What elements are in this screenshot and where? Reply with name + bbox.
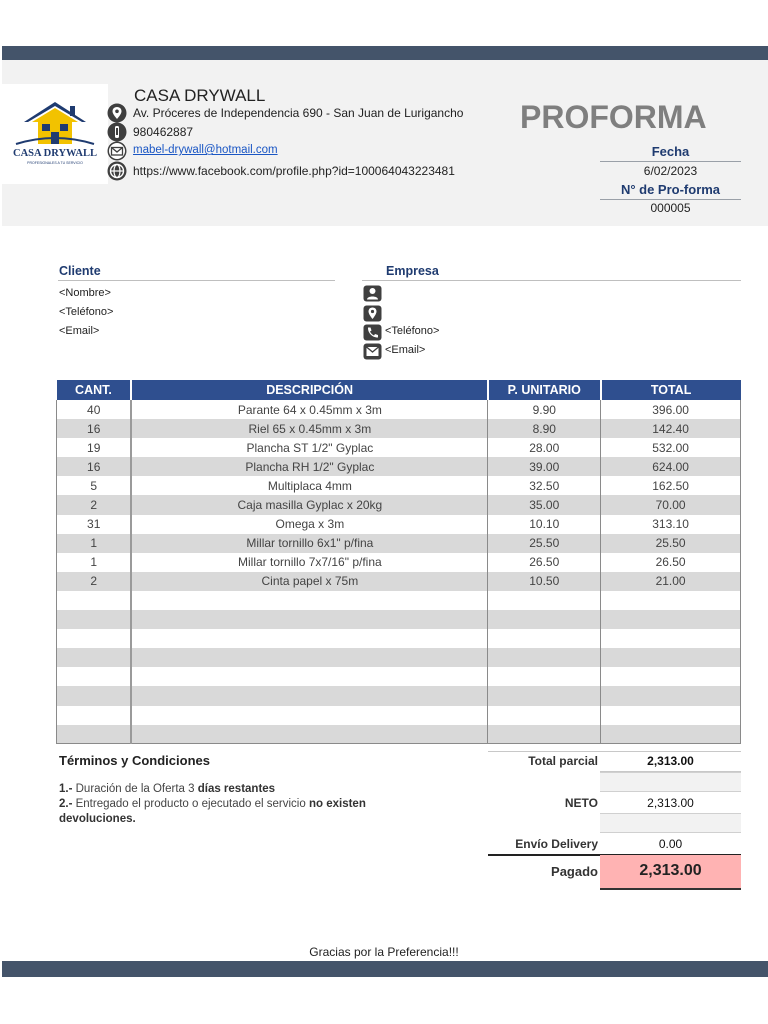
cell-total: 21.00 bbox=[601, 572, 741, 591]
cell-description bbox=[131, 667, 487, 686]
date-divider bbox=[600, 161, 741, 162]
header-quantity: CANT. bbox=[57, 380, 132, 400]
email-icon bbox=[363, 343, 382, 360]
items-table-body bbox=[57, 400, 741, 744]
cell-quantity bbox=[57, 686, 132, 705]
phone-icon bbox=[363, 324, 382, 341]
top-bar bbox=[2, 46, 768, 60]
cell-quantity: 31 bbox=[57, 515, 132, 534]
thank-you-message: Gracias por la Preferencia!!! bbox=[309, 945, 459, 959]
cell-unit-price: 10.10 bbox=[488, 515, 601, 534]
header-description: DESCRIPCIÓN bbox=[131, 380, 487, 400]
cell-description: Plancha ST 1/2" Gyplac bbox=[131, 438, 487, 457]
cell-quantity bbox=[57, 667, 132, 686]
cell-unit-price bbox=[488, 610, 601, 629]
cell-unit-price: 28.00 bbox=[488, 438, 601, 457]
cell-description: Cinta papel x 75m bbox=[131, 572, 487, 591]
totals-top-divider bbox=[488, 751, 741, 752]
cell-quantity: 40 bbox=[57, 400, 132, 419]
proforma-number-label: N° de Pro-forma bbox=[620, 182, 721, 197]
company-contact-email: <Email> bbox=[385, 344, 426, 356]
logo-wordmark: CASA DRYWALL bbox=[13, 148, 97, 159]
cell-unit-price: 32.50 bbox=[488, 476, 601, 495]
table-row bbox=[57, 686, 741, 705]
cell-description bbox=[131, 686, 487, 705]
cell-total bbox=[601, 725, 741, 744]
proforma-number-divider bbox=[600, 199, 741, 200]
company-section-label: Empresa bbox=[386, 264, 439, 278]
header-total: TOTAL bbox=[601, 380, 741, 400]
client-label: Cliente bbox=[59, 264, 101, 278]
term-1-number: 1.- bbox=[59, 783, 73, 795]
items-table bbox=[56, 380, 741, 744]
delivery-label: Envío Delivery bbox=[515, 837, 598, 851]
cell-description: Riel 65 x 0.45mm x 3m bbox=[131, 419, 487, 438]
delivery-value: 0.00 bbox=[658, 837, 683, 851]
paid-value: 2,313.00 bbox=[639, 862, 702, 879]
cell-unit-price: 26.50 bbox=[488, 553, 601, 572]
totals-empty-cell bbox=[600, 813, 741, 833]
cell-quantity: 16 bbox=[57, 419, 132, 438]
table-row bbox=[57, 629, 741, 648]
cell-quantity: 19 bbox=[57, 438, 132, 457]
cell-total bbox=[601, 591, 741, 610]
subtotal-label: Total parcial bbox=[528, 754, 598, 768]
date-label: Fecha bbox=[651, 144, 690, 159]
table-row bbox=[57, 515, 741, 534]
cell-unit-price bbox=[488, 591, 601, 610]
cell-quantity: 2 bbox=[57, 495, 132, 514]
cell-total: 25.50 bbox=[601, 534, 741, 553]
cell-unit-price: 9.90 bbox=[488, 400, 601, 419]
cell-total bbox=[601, 648, 741, 667]
paid-label: Pagado bbox=[551, 864, 598, 879]
location-pin-icon bbox=[363, 305, 382, 322]
cell-unit-price bbox=[488, 706, 601, 725]
person-icon bbox=[363, 285, 382, 302]
cell-total bbox=[601, 610, 741, 629]
term-2-number: 2.- bbox=[59, 798, 73, 810]
table-row bbox=[57, 610, 741, 629]
term-1 bbox=[59, 782, 389, 797]
cell-unit-price: 35.00 bbox=[488, 495, 601, 514]
company-name: CASA DRYWALL bbox=[134, 86, 266, 105]
table-row bbox=[57, 400, 741, 419]
cell-total bbox=[601, 686, 741, 705]
cell-description: Omega x 3m bbox=[131, 515, 487, 534]
company-address: Av. Próceres de Independencia 690 - San Juan de Lurigancho bbox=[133, 106, 464, 120]
cell-total: 142.40 bbox=[601, 419, 741, 438]
table-row bbox=[57, 534, 741, 553]
company-phone: 980462887 bbox=[133, 125, 194, 139]
bottom-bar bbox=[2, 961, 768, 977]
cell-description: Multiplaca 4mm bbox=[131, 476, 487, 495]
cell-quantity bbox=[57, 629, 132, 648]
table-row bbox=[57, 648, 741, 667]
cell-quantity: 16 bbox=[57, 457, 132, 476]
term-2 bbox=[59, 797, 389, 827]
cell-total: 70.00 bbox=[601, 495, 741, 514]
company-divider bbox=[362, 280, 741, 281]
term-1-bold: días restantes bbox=[197, 783, 276, 795]
cell-total: 396.00 bbox=[601, 400, 741, 419]
cell-description: Millar tornillo 6x1" p/fina bbox=[131, 534, 487, 553]
net-label: NETO bbox=[564, 796, 598, 810]
cell-quantity: 5 bbox=[57, 476, 132, 495]
term-2-text: Entregado el producto o ejecutado el servicio bbox=[72, 798, 309, 810]
company-contact-phone: <Teléfono> bbox=[385, 325, 440, 337]
cell-quantity bbox=[57, 706, 132, 725]
table-row bbox=[57, 725, 741, 744]
cell-description: Millar tornillo 7x7/16" p/fina bbox=[131, 553, 487, 572]
cell-total: 313.10 bbox=[601, 515, 741, 534]
cell-quantity: 1 bbox=[57, 534, 132, 553]
totals-empty-cell bbox=[600, 772, 741, 792]
cell-quantity bbox=[57, 591, 132, 610]
cell-description bbox=[131, 725, 487, 744]
cell-total bbox=[601, 706, 741, 725]
cell-quantity bbox=[57, 648, 132, 667]
cell-unit-price: 8.90 bbox=[488, 419, 601, 438]
table-row bbox=[57, 591, 741, 610]
cell-description bbox=[131, 629, 487, 648]
company-email-link[interactable]: mabel-drywall@hotmail.com bbox=[133, 144, 278, 156]
table-row bbox=[57, 706, 741, 725]
cell-description: Parante 64 x 0.45mm x 3m bbox=[131, 400, 487, 419]
cell-unit-price bbox=[488, 667, 601, 686]
cell-unit-price: 10.50 bbox=[488, 572, 601, 591]
cell-unit-price: 25.50 bbox=[488, 534, 601, 553]
cell-quantity bbox=[57, 610, 132, 629]
house-logo-icon bbox=[2, 84, 108, 154]
cell-unit-price bbox=[488, 725, 601, 744]
cell-unit-price bbox=[488, 686, 601, 705]
logo-tagline: PROFESIONALES A TU SERVICIO bbox=[27, 161, 83, 165]
table-row bbox=[57, 476, 741, 495]
cell-quantity: 2 bbox=[57, 572, 132, 591]
cell-total: 26.50 bbox=[601, 553, 741, 572]
cell-description bbox=[131, 706, 487, 725]
cell-total: 624.00 bbox=[601, 457, 741, 476]
cell-description bbox=[131, 591, 487, 610]
cell-description: Plancha RH 1/2" Gyplac bbox=[131, 457, 487, 476]
cell-description bbox=[131, 610, 487, 629]
client-divider bbox=[58, 280, 335, 281]
client-email: <Email> bbox=[59, 325, 100, 337]
phone-icon bbox=[107, 122, 127, 142]
table-header-row bbox=[57, 380, 741, 400]
table-row bbox=[57, 572, 741, 591]
table-row bbox=[57, 457, 741, 476]
terms-title: Términos y Condiciones bbox=[59, 753, 210, 768]
table-row bbox=[57, 419, 741, 438]
cell-unit-price bbox=[488, 629, 601, 648]
term-1-text: Duración de la Oferta 3 bbox=[72, 783, 198, 795]
table-row bbox=[57, 667, 741, 686]
subtotal-value: 2,313.00 bbox=[647, 754, 694, 768]
document-title: PROFORMA bbox=[520, 99, 707, 135]
table-row bbox=[57, 553, 741, 572]
cell-quantity: 1 bbox=[57, 553, 132, 572]
company-logo bbox=[2, 84, 108, 184]
term-2-bold: no existen devoluciones. bbox=[59, 798, 366, 825]
table-row bbox=[57, 438, 741, 457]
cell-description bbox=[131, 648, 487, 667]
cell-total bbox=[601, 667, 741, 686]
email-icon bbox=[107, 141, 127, 161]
cell-description: Caja masilla Gyplac x 20kg bbox=[131, 495, 487, 514]
proforma-number-value: 000005 bbox=[650, 201, 691, 215]
table-row bbox=[57, 495, 741, 514]
cell-unit-price: 39.00 bbox=[488, 457, 601, 476]
cell-unit-price bbox=[488, 648, 601, 667]
web-icon bbox=[107, 161, 127, 181]
client-phone: <Teléfono> bbox=[59, 306, 114, 318]
cell-total: 162.50 bbox=[601, 476, 741, 495]
company-facebook[interactable]: https://www.facebook.com/profile.php?id=100064043223481 bbox=[133, 164, 455, 178]
cell-quantity bbox=[57, 725, 132, 744]
header-unit-price: P. UNITARIO bbox=[488, 380, 601, 400]
net-value: 2,313.00 bbox=[647, 796, 694, 810]
location-pin-icon bbox=[107, 103, 127, 123]
client-name: <Nombre> bbox=[59, 287, 111, 299]
date-value: 6/02/2023 bbox=[643, 164, 698, 178]
cell-total bbox=[601, 629, 741, 648]
cell-total: 532.00 bbox=[601, 438, 741, 457]
